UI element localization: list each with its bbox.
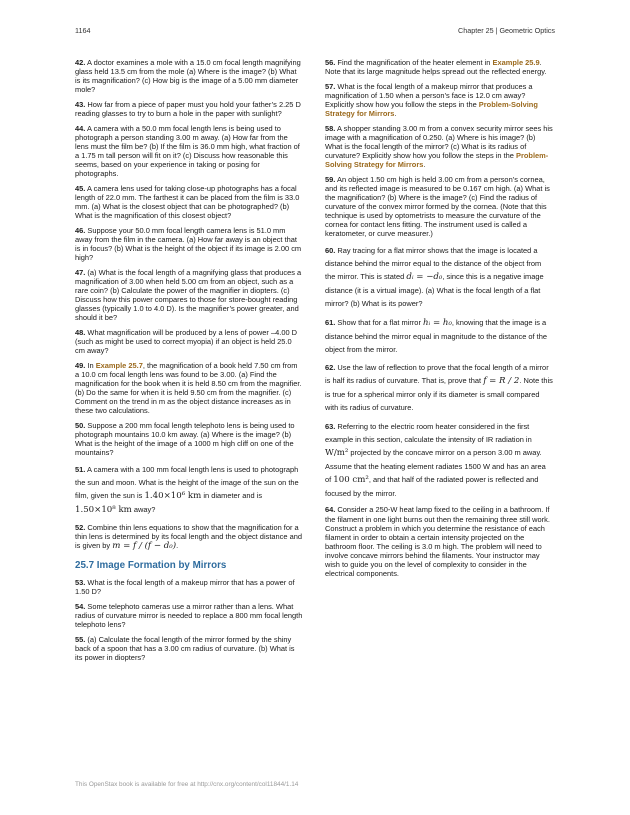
problem-text: Show that for a flat mirror xyxy=(337,317,421,327)
problem-text: in diameter and is xyxy=(203,491,263,500)
problem-text: A camera lens used for taking close-up photographs has a focal length of 22.0 mm. The farthest it can be placed from the film is 33.0 mm. (a) What is the closest object that can be photographed? (b) What is the magnification of this closest object? xyxy=(75,183,300,221)
problem-text: away? xyxy=(133,505,156,514)
intensity-unit-math: W/m² xyxy=(325,447,349,458)
problem-text: An object 1.50 cm high is held 3.00 cm from a person’s cornea, and its reflected image is measured to be 0.167 cm high. (a) What is the magnification? (b) Where is the image? (c) Find the radius of curvature of the convex mirror formed by the cornea. (Note that this technique is used by optometrists to measure the curvature of the cornea for contact lens fitting. The instrument used is called a keratometer, or curve measurer.) xyxy=(325,174,550,239)
page-header xyxy=(75,26,555,38)
problem-55 xyxy=(75,635,303,662)
problem-text: , and that half of the radiated power is reflected and focused by the mirror. xyxy=(325,474,539,498)
problem-text: projected by the concave mirror on a person 3.00 m away. Assume that the heating element radiates 1500 W and has an area of xyxy=(325,447,546,484)
problem-text: (a) What is the focal length of a magnifying glass that produces a magnification of 3.00 when held 5.00 cm from an object, such as a rare coin? (b) Calculate the power of the magnifier in diopters. (c) Discuss how this power compares to those for store-bought reading glasses (typically 1.0 to 4.0 D). Is the magnifier’s power greater, and should it be? xyxy=(75,267,302,323)
problem-number: 60. xyxy=(325,246,336,256)
problem-text: . Note this is true for a spherical mirror only if its diameter is small compared with its radius of curvature. xyxy=(325,376,553,413)
magnification-formula: m = f / (f − d₀) xyxy=(112,540,177,551)
problem-50 xyxy=(75,421,303,457)
problem-text-pre: Find the magnification of the heater element in xyxy=(337,58,491,67)
image-height-formula: hᵢ = h₀ xyxy=(423,317,452,328)
right-column xyxy=(325,58,553,584)
problem-number: 46. xyxy=(75,225,86,235)
problem-text: Suppose a 200 mm focal length telephoto lens is being used to photograph mountains 10.0 km away. (a) Where is the image? (b) What is the height of the image of a 1000 m high cliff on one of the mountains? xyxy=(75,421,295,458)
problem-text-post: , the magnification of a book held 7.50 cm from a 10.0 cm focal length lens was found to be 3.00. (a) Find the magnification for the book when it is held 8.50 cm from the magnifier. (b) Do the same for when it is held 9.50 cm from the magnifier. (c) Comment on the trend in m as the object distance increases as in these two calculations. xyxy=(75,360,302,416)
problem-63 xyxy=(325,420,553,500)
problem-62 xyxy=(325,361,553,414)
problem-text-pre: A shopper standing 3.00 m from a convex security mirror sees his image with a magnification of 0.250. (a) Where is his image? (b) What is the focal length of the mirror? (c) What is its radius of curvature? Explicitly show how you follow the steps in the xyxy=(325,123,553,161)
problem-number: 55. xyxy=(75,634,86,644)
problem-59 xyxy=(325,175,553,239)
problem-text: A doctor examines a mole with a 15.0 cm focal length magnifying glass held 13.5 cm from the mole (a) Where is the image? (b) What is its magnification? (c) How big is the image of a 5.00 mm diameter mole? xyxy=(75,58,301,95)
problem-text: Combine thin lens equations to show that the magnification for a thin lens is determined by its focal length and the object distance and is given by xyxy=(75,522,302,550)
sun-diameter-math: 1.40×10⁶ km xyxy=(144,491,202,501)
problem-text: (a) Calculate the focal length of the mirror formed by the shiny back of a spoon that has a 3.00 cm radius of curvature. (b) What is its power in diopters? xyxy=(75,634,295,662)
left-column xyxy=(75,58,303,667)
problem-42 xyxy=(75,58,303,94)
problem-number: 49. xyxy=(75,360,86,370)
problem-text: , knowing that the image is a distance behind the mirror equal in magnitude to the distance of the object from the mirror. xyxy=(325,317,548,354)
problem-number: 57. xyxy=(325,81,336,91)
problem-64 xyxy=(325,505,553,578)
problem-text: How far from a piece of paper must you hold your father’s 2.25 D reading glasses to try to burn a hole in the paper with sunlight? xyxy=(75,99,301,119)
example-link[interactable]: Example 25.7 xyxy=(95,360,143,370)
area-math: 100 cm² xyxy=(333,474,369,485)
problem-number: 63. xyxy=(325,421,336,431)
problem-text: What magnification will be produced by a lens of power –4.00 D (such as might be used to correct myopia) if an object is held 25.0 cm away? xyxy=(75,328,298,356)
problem-number: 56. xyxy=(325,58,336,67)
problem-number: 43. xyxy=(75,99,86,109)
problem-60 xyxy=(325,244,553,310)
problem-text: What is the focal length of a makeup mirror that has a power of 1.50 D? xyxy=(75,577,295,596)
problem-number: 54. xyxy=(75,601,86,611)
problem-number: 59. xyxy=(325,174,336,184)
problem-49 xyxy=(75,361,303,416)
problem-text: Consider a 250-W heat lamp fixed to the ceiling in a bathroom. If the filament in one light burns out then the remaining three still work. Construct a problem in which you determine the resistance of each filament in order to obtain a certain intensity projected on the bathroom floor. The ceiling is 3.0 m high. The problem will need to involve concave mirrors behind the filaments. Your instructor may wish to guide you on the level of complexity to consider in the electrical components. xyxy=(325,505,550,579)
problem-text-pre: In xyxy=(87,360,94,370)
problem-number: 47. xyxy=(75,267,86,277)
problem-51 xyxy=(75,463,303,517)
problem-57 xyxy=(325,82,553,118)
problem-number: 52. xyxy=(75,522,86,532)
strategy-link[interactable]: Problem-Solving Strategy for Mirrors xyxy=(325,99,538,119)
page-footer: This OpenStax book is available for free at http://cnx.org/content/col11844/1.14 xyxy=(75,781,299,788)
problem-48 xyxy=(75,328,303,355)
problem-number: 53. xyxy=(75,577,86,587)
problem-text: . xyxy=(176,540,179,550)
problem-text: A camera with a 100 mm focal length lens is used to photograph the sun and moon. What is the height of the image of the sun on the film, given the sun is xyxy=(75,465,299,500)
problem-54 xyxy=(75,602,303,629)
problem-number: 45. xyxy=(75,183,86,193)
problem-text: Ray tracing for a flat mirror shows that the image is located a distance behind the mirror equal to the distance of the object from the mirror. This is stated xyxy=(325,246,542,282)
example-link[interactable]: Example 25.9 xyxy=(492,58,540,67)
problem-53 xyxy=(75,578,303,596)
problem-number: 44. xyxy=(75,123,86,133)
problem-text-pre: What is the focal length of a makeup mirror that produces a magnification of 1.50 when a person’s face is 12.0 cm away? Explicitly show how you follow the steps in the xyxy=(325,81,533,109)
sun-distance-math: 1.50×10⁸ km xyxy=(75,505,132,515)
strategy-link[interactable]: Problem-Solving Strategy for Mirrors xyxy=(325,151,549,170)
problem-text: , since this is a negative image distance (it is a virtual image). (a) What is the focal length of a flat mirror? (b) What is its power? xyxy=(325,272,544,309)
problem-number: 50. xyxy=(75,421,86,431)
problem-text: Suppose your 50.0 mm focal length camera lens is 51.0 mm away from the film in the camera. (a) How far away is an object that is in focus? (b) What is the height of the object if its image is 2.00 cm high? xyxy=(75,225,302,263)
problem-text: Some telephoto cameras use a mirror rather than a lens. What radius of curvature mirror is needed to replace a 800 mm focal length telephoto lens? xyxy=(75,601,303,629)
problem-text: Use the law of reflection to prove that the focal length of a mirror is half its radius of curvature. That is, prove that xyxy=(325,363,549,386)
problem-47 xyxy=(75,268,303,323)
problem-56 xyxy=(325,58,553,76)
problem-number: 58. xyxy=(325,123,336,133)
problem-44 xyxy=(75,124,303,179)
problem-61 xyxy=(325,316,553,356)
problem-text: Referring to the electric room heater considered in the first example in this section, calculate the intensity of IR radiation in xyxy=(325,421,532,444)
problem-46 xyxy=(75,226,303,262)
problem-number: 61. xyxy=(325,317,336,327)
focal-length-formula: f = R / 2 xyxy=(483,376,520,387)
page-number: 1164 xyxy=(75,26,91,35)
problem-number: 64. xyxy=(325,505,336,515)
problem-52 xyxy=(75,523,303,551)
problem-number: 51. xyxy=(75,465,86,474)
problem-text-post: . xyxy=(394,109,397,119)
problem-number: 62. xyxy=(325,363,336,373)
chapter-title: Chapter 25 | Geometric Optics xyxy=(458,26,555,35)
problem-text: A camera with a 50.0 mm focal length lens is being used to photograph a person standing 3.00 m away. (a) How far from the lens must the film be? (b) If the film is 36.0 mm high, what fraction of a 1.75 m tall person will fit on it? (c) Discuss how reasonable this seems, based on your experience in taking or posing for photographs. xyxy=(75,123,300,179)
image-distance-formula: dᵢ = −d₀ xyxy=(406,272,443,283)
problem-text-post: . Note that its large magnitude helps spread out the reflected energy. xyxy=(325,58,547,77)
problem-43 xyxy=(75,100,303,118)
problem-45 xyxy=(75,184,303,220)
problem-number: 48. xyxy=(75,328,86,337)
problem-58 xyxy=(325,124,553,169)
problem-text-post: . xyxy=(423,160,426,170)
section-heading: 25.7 Image Formation by Mirrors xyxy=(75,559,227,571)
problem-number: 42. xyxy=(75,58,86,67)
